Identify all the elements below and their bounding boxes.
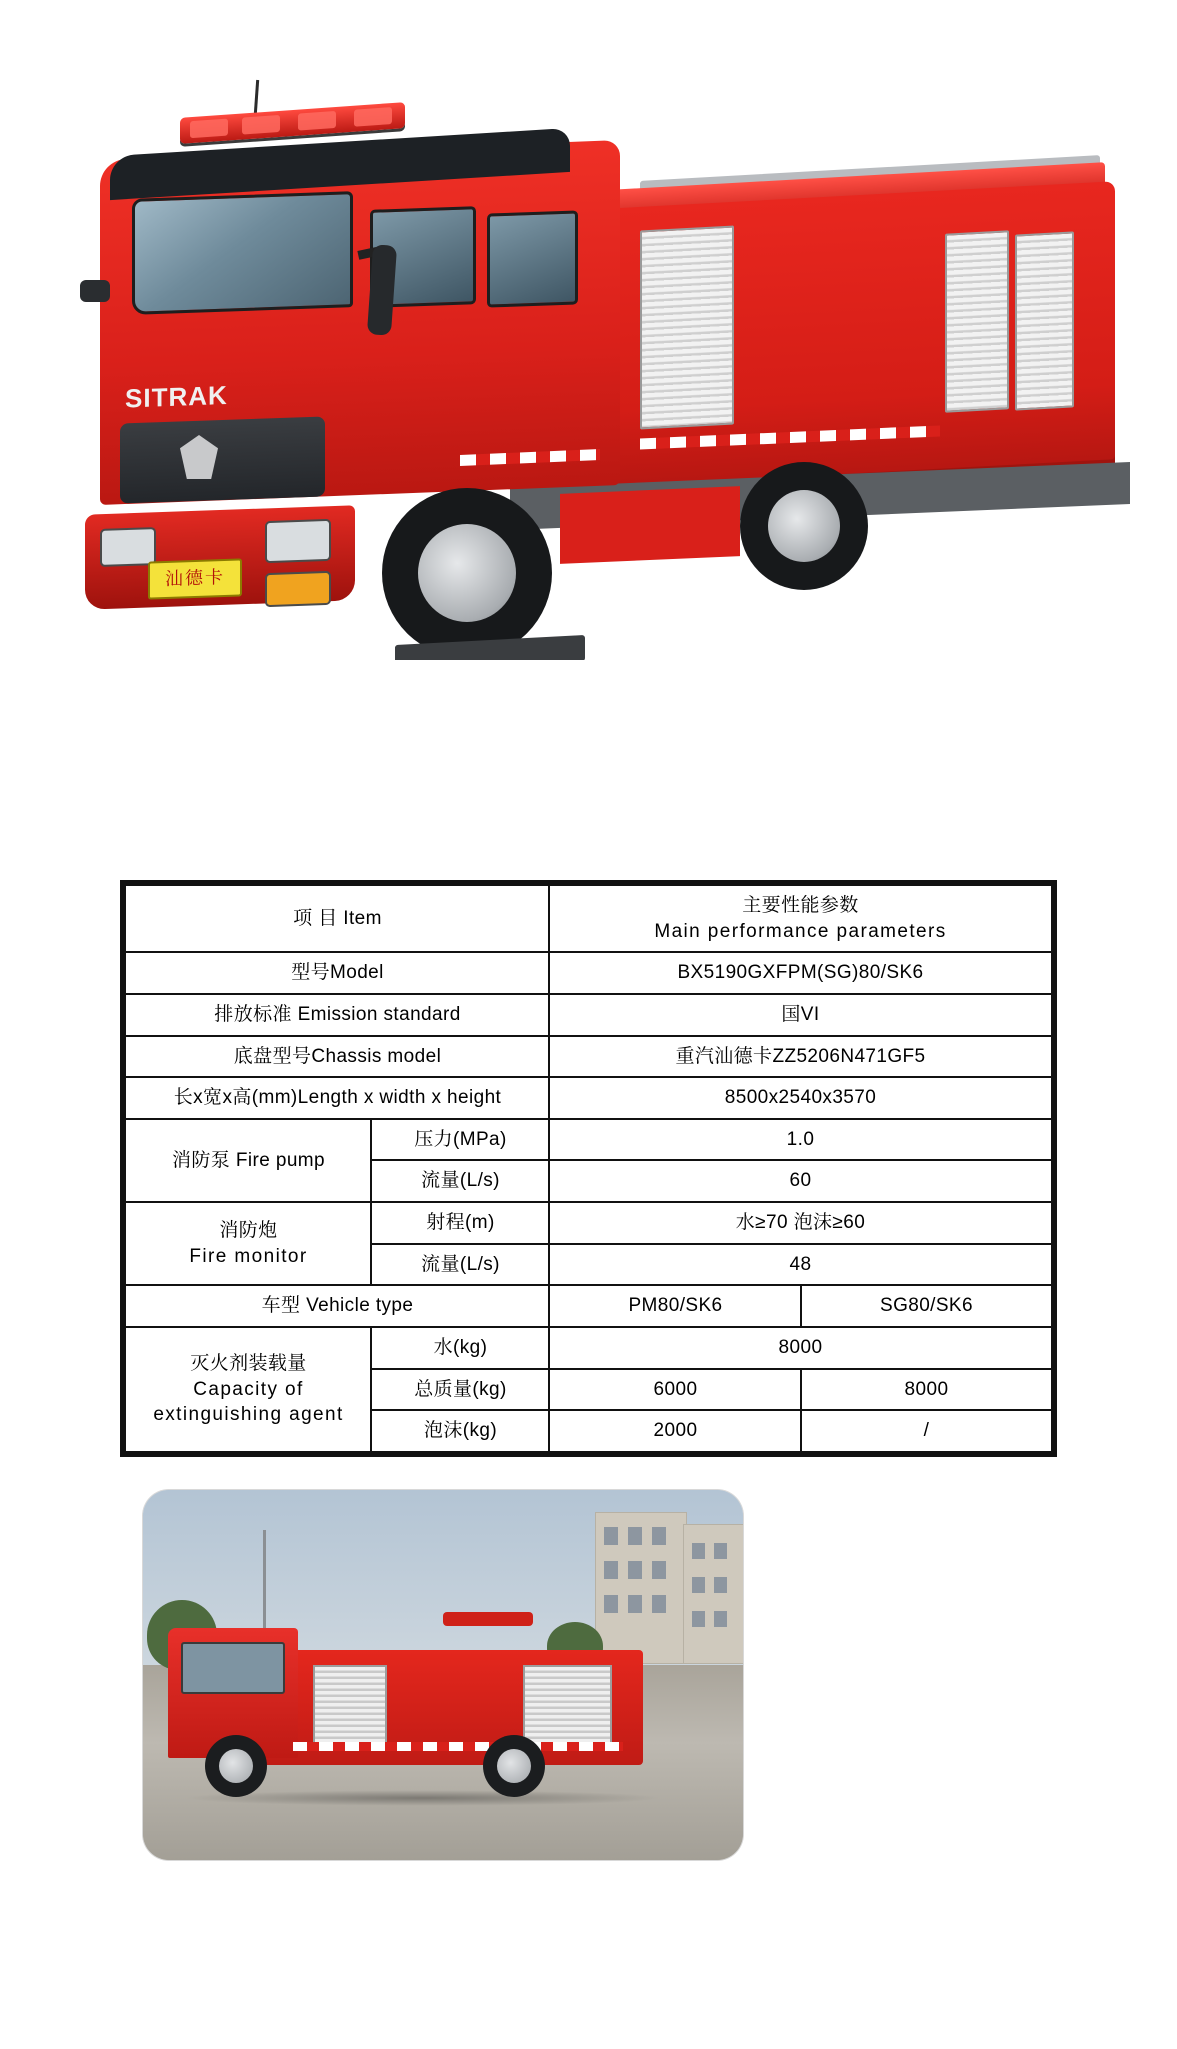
building-window (628, 1527, 642, 1545)
fire-monitor-label-en: Fire monitor (189, 1245, 308, 1267)
side-skirt (560, 486, 740, 564)
row-value-chassis: 重汽汕德卡ZZ5206N471GF5 (549, 1036, 1053, 1078)
capacity-water-value: 8000 (549, 1327, 1053, 1369)
vehicle-type-col1: PM80/SK6 (549, 1285, 801, 1327)
building-window (628, 1561, 642, 1579)
front-wheel (382, 488, 552, 658)
fire-pump-flow-value: 60 (549, 1160, 1053, 1202)
light-segment (354, 107, 392, 127)
fire-monitor-flow-label: 流量(L/s) (371, 1244, 549, 1286)
table-row (123, 994, 1053, 1036)
table-row (123, 1327, 1053, 1369)
building-window (692, 1543, 705, 1559)
light-segment (190, 119, 228, 139)
fire-monitor-range-label: 射程(m) (371, 1202, 549, 1244)
vehicle-type-col2: SG80/SK6 (801, 1285, 1053, 1327)
capacity-label-en1: Capacity of (193, 1378, 304, 1400)
capacity-label-zh: 灭火剂装载量 (190, 1353, 307, 1375)
cab-side-window-rear (487, 210, 578, 307)
headlamp-right (265, 519, 331, 563)
fire-monitor-range-value: 水≥70 泡沫≥60 (549, 1202, 1053, 1244)
header-params-en: Main performance parameters (654, 920, 947, 942)
capacity-foam-label: 泡沫(kg) (371, 1410, 549, 1454)
row-value-model: BX5190GXFPM(SG)80/SK6 (549, 952, 1053, 994)
bottom-product-photo (143, 1490, 743, 1860)
light-segment (242, 115, 280, 135)
antenna-icon (254, 80, 259, 114)
rear-wheel-rim (768, 490, 840, 562)
header-params-zh: 主要性能参数 (742, 895, 859, 916)
capacity-foam-col1: 2000 (549, 1410, 801, 1454)
turn-signal-lamp (265, 571, 331, 607)
photo-rear-wheel-rim (497, 1749, 531, 1783)
background-building-2 (683, 1524, 743, 1664)
row-label-model: 型号Model (123, 952, 549, 994)
fire-pump-pressure-label: 压力(MPa) (371, 1119, 549, 1161)
emergency-light-bar (180, 102, 405, 144)
row-label-emission: 排放标准 Emission standard (123, 994, 549, 1036)
row-value-dimensions: 8500x2540x3570 (549, 1077, 1053, 1119)
front-grille (120, 416, 325, 503)
building-window (604, 1595, 618, 1613)
photo-roof-fire-monitor (443, 1612, 533, 1626)
windshield (132, 191, 353, 315)
table-row (123, 1077, 1053, 1119)
building-window (628, 1595, 642, 1613)
fire-pump-pressure-value: 1.0 (549, 1119, 1053, 1161)
hero-product-image (0, 0, 1177, 660)
equipment-shutter-door-3 (1015, 231, 1074, 410)
left-mirror (80, 280, 110, 302)
building-window (692, 1611, 705, 1627)
fire-pump-flow-label: 流量(L/s) (371, 1160, 549, 1202)
building-window (714, 1543, 727, 1559)
light-segment (298, 111, 336, 131)
capacity-mass-col2: 8000 (801, 1369, 1053, 1411)
headlamp-left (100, 527, 156, 567)
photo-cab-window (181, 1642, 285, 1694)
photo-reflective-stripe (293, 1742, 623, 1751)
header-item-cell: 项 目 Item (123, 883, 549, 952)
table-row (123, 1036, 1053, 1078)
building-window (652, 1561, 666, 1579)
building-window (692, 1577, 705, 1593)
building-window (652, 1595, 666, 1613)
photo-shutter-door-2 (523, 1665, 612, 1749)
table-row (123, 952, 1053, 994)
row-label-capacity (123, 1327, 371, 1454)
license-plate: 汕德卡 (148, 558, 242, 599)
row-label-fire-pump: 消防泵 Fire pump (123, 1119, 371, 1202)
photo-shutter-door-1 (313, 1665, 387, 1749)
truck-brand-text: SITRAK (125, 379, 228, 414)
specification-table (120, 880, 1056, 1457)
row-label-chassis: 底盘型号Chassis model (123, 1036, 549, 1078)
fire-monitor-flow-value: 48 (549, 1244, 1053, 1286)
table-row (123, 1285, 1053, 1327)
row-label-vehicle-type: 车型 Vehicle type (123, 1285, 549, 1327)
table-row-header (123, 883, 1053, 952)
building-window (652, 1527, 666, 1545)
background-building-1 (595, 1512, 687, 1664)
rear-wheel (740, 462, 868, 590)
photo-front-wheel (205, 1735, 267, 1797)
capacity-foam-col2: / (801, 1410, 1053, 1454)
photo-front-wheel-rim (219, 1749, 253, 1783)
capacity-label-en2: extinguishing agent (153, 1404, 344, 1426)
front-wheel-rim (418, 524, 516, 622)
capacity-mass-label: 总质量(kg) (371, 1369, 549, 1411)
capacity-mass-col1: 6000 (549, 1369, 801, 1411)
specification-table-zone (0, 880, 1177, 1457)
fire-monitor-label-zh: 消防炮 (219, 1220, 278, 1242)
photo-truck-shadow (183, 1790, 663, 1806)
header-params-cell (549, 883, 1053, 952)
row-value-emission: 国VI (549, 994, 1053, 1036)
building-window (714, 1611, 727, 1627)
photo-rear-wheel (483, 1735, 545, 1797)
equipment-shutter-door-1 (640, 225, 734, 429)
fire-truck-illustration (40, 80, 1130, 620)
capacity-water-label: 水(kg) (371, 1327, 549, 1369)
building-window (714, 1577, 727, 1593)
equipment-shutter-door-2 (945, 230, 1009, 412)
row-label-dimensions: 长x宽x高(mm)Length x width x height (123, 1077, 549, 1119)
table-row (123, 1202, 1053, 1244)
building-window (604, 1527, 618, 1545)
building-window (604, 1561, 618, 1579)
row-label-fire-monitor (123, 1202, 371, 1285)
table-row (123, 1119, 1053, 1161)
